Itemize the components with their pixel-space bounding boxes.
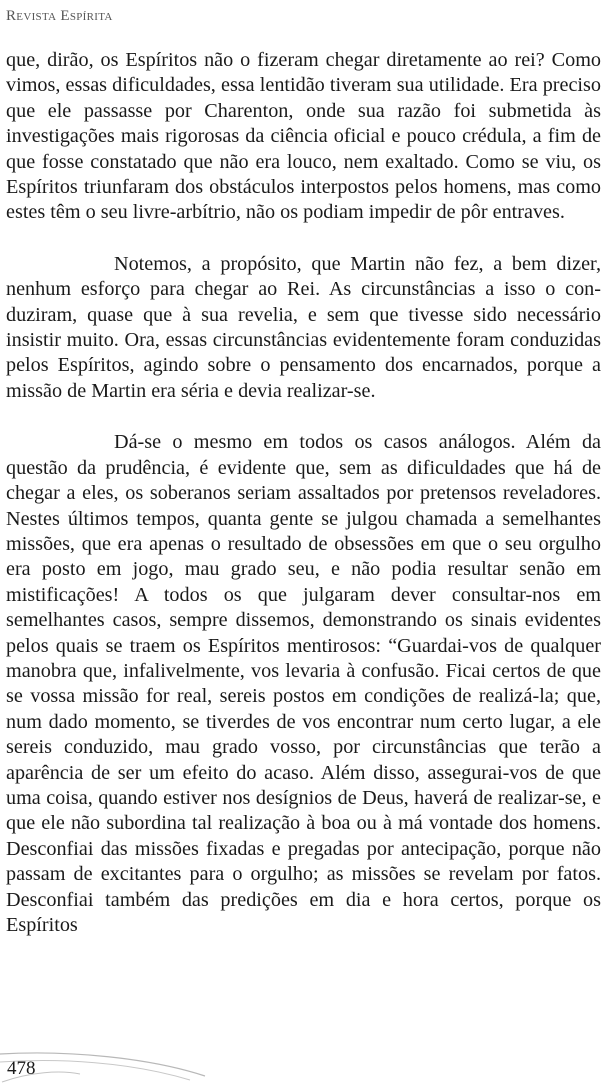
paragraph-2: Notemos, a propósito, que Martin não fez, a bem dizer, nenhum esforço para chegar ao Rei. As circunstâncias a isso o conduziram, quase que à sua revelia, e sem que tivesse sido necessário insistir muito. Ora, essas circunstâncias evidentemente foram conduzidas pelos Espíritos, agindo sobre o pensamento dos encarnados, porque a missão de Martin era séria e devia realizar-se. (6, 252, 601, 402)
paragraph-3: Dá-se o mesmo em todos os casos análogos. Além da questão da prudência, é evidente que, sem as dificuldades que há de chegar a eles, os soberanos seriam assaltados por pretensos reveladores. Nestes últimos tempos, quanta gente se julgou chamada a semelhantes missões, que era apenas o resultado de obsessões em que o seu orgulho era posto em jogo, mau grado seu, e não podia resultar senão em mistificações! A todos os que julgaram dever consultar-nos em semelhantes casos, sempre dissemos, demonstrando os sinais evidentes pelos quais se traem os Espíritos mentirosos: “Guardai-vos de qualquer manobra que, infalivelmente, vos levaria à confusão. Ficai certos de que se vossa missão for real, sereis postos em condições de realizá-la; que, num dado momento, se tiverdes de vos encontrar num certo lugar, a ele sereis conduzido, mau grado vosso, por circunstâncias que terão a aparência de ser um efeito do acaso. Além disso, assegurai-vos de que uma coisa, quando estiver nos desígnios de Deus, haverá de realizar-se, e que ele não subordina tal realização à boa ou à má vontade dos homens. Desconfiai das missões fixadas e pregadas por antecipação, porque não passam de excitantes para o orgulho; as missões se revelam por fatos. Desconfiai também das predições em dia e hora certos, porque os Espíritos (6, 431, 601, 936)
page-body (6, 48, 601, 938)
paragraph-1: que, dirão, os Espíritos não o fizeram chegar diretamente ao rei? Como vimos, essas dificuldades, essa lentidão tiveram sua utilidade. Era preciso que ele passasse por Charenton, onde sua razão foi submetida às investigações mais rigorosas da ciência oficial e pouco crédula, a fim de que fosse constatado que não era louco, nem exaltado. Como se viu, os Espíritos triunfaram dos obstáculos interpostos pelos homens, mas como estes têm o seu livre-arbítrio, não os podiam impedir de pôr entraves. (6, 49, 601, 224)
page-number: 478 (7, 1058, 36, 1079)
running-title: Revista Espírita (6, 8, 113, 24)
